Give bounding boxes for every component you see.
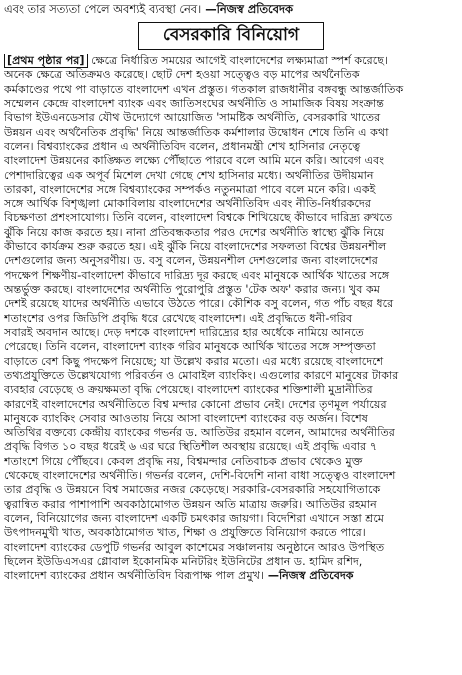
previous-article-text: এবং তার সত্যতা পেলে অবশ্যই ব্যবস্থা নেব। [4, 2, 202, 16]
article-line-10: তারকা, বাংলাদেশের সঙ্গে বিশ্বব্যাংকের সম্পর্কও নতুনমাত্রা পাবে বলে মনে করি। একই [4, 182, 376, 196]
article-line-8: বাংলাদেশ উন্নয়নের কাঙ্ক্ষিত লক্ষ্যে পৌঁছাতে পারবে বলে আমি মনে করি। আবেগ এবং [4, 154, 385, 168]
previous-article-ending [4, 2, 458, 16]
article-line-23: তথ্যপ্রযুক্তিতে উল্লেখযোগ্য পরিবর্তন ও মোবাইল ব্যাংকিং। এগুলোর কারণে মানুষের টাকার [4, 368, 399, 382]
article-line-1-text: ক্ষেত্রে নির্ধারিত সময়ের আগেই বাংলাদেশের লক্ষ্যমাত্রা স্পর্শ করেছে। [87, 54, 388, 67]
article-line-12: বিচক্ষণতা প্রশংসাযোগ্য। তিনি বলেন, বাংলাদেশ বিশ্বকে শিখিয়েছে কীভাবে দারিদ্র্য রুখতে [4, 211, 393, 225]
article-line-7: বলেন। বিশ্বব্যাংকের প্রধান এ অর্থনীতিবিদ বলেন, প্রধানমন্ত্রী শেখ হাসিনার নেতৃত্বে [4, 139, 361, 153]
article-line-2: অনেক ক্ষেত্রে অতিক্রমও করেছে। ছোট দেশ হওয়া সত্ত্বেও বড় মাপের অর্থনৈতিক [4, 68, 360, 82]
article-line-20: সবারই অবদান আছে। দেড় দশকে বাংলাদেশ দারিদ্র্যের হার অর্ধেকে নামিয়ে আনতে [4, 325, 364, 339]
article-line-19: শতাংশের ওপর জিডিপি প্রবৃদ্ধি ধরে রেখেছে বাংলাদেশ। এই প্রবৃদ্ধিতে ধনী-গরিব [4, 311, 353, 325]
article-line-17: অন্তর্ভুক্ত করছে। বাংলাদেশের অর্থনীতি পুরোপুরি প্রস্তুত 'টেক অফ' করার জন্য। খুব কম [4, 283, 380, 296]
article-line-36: ছিলেন ইউডিএসএর গ্লোবাল ইকোনমিক মনিটরিং ইউনিটের প্রধান ড. হামিদ রশিদ, [4, 554, 363, 568]
article-line-3: কর্মকাণ্ডের পথে পা বাড়াতে বাংলাদেশ এখন প্রস্তুত। গতকাল রাজধানীর বঙ্গবন্ধু আন্তর্জাতিক [4, 82, 404, 96]
article-line-26: মানুষকে ব্যাংকিং সেবার আওতায় নিয়ে আসা বাংলাদেশ ব্যাংকের বড় অর্জন। বিশেষ [4, 411, 368, 425]
article-line-29: শতাংশে গিয়ে পৌঁছবে। কেবল প্রবৃদ্ধি নয়, বিশ্বমন্দার নেতিবাচক প্রভাব থেকেও মুক্ত [4, 454, 363, 468]
article-last-line-text: বাংলাদেশ ব্যাংকের প্রধান অর্থনীতিবিদ বিরূপাক্ষ পাল প্রমুখ। [4, 569, 264, 583]
article-line-15: দেশগুলোর জন্য অনুসরণীয়। ড. বসু বলেন, উন্নয়নশীল দেশগুলোর জন্য বাংলাদেশের [4, 254, 378, 268]
article-body [4, 54, 458, 672]
article-line-11: সঙ্গে আর্থিক বিশৃঙ্খলা মোকাবিলায় বাংলাদেশের অর্থনীতিবিদ এবং নীতি-নির্ধারকদের [4, 197, 371, 211]
article-last-line [4, 569, 458, 583]
article-line-22: বাড়াতে বেশ কিছু পদক্ষেপ নিয়েছে; যা উল্লেখ করার মতো। এর মধ্যে রয়েছে বাংলাদেশে [4, 354, 384, 368]
article-line-1 [4, 54, 458, 68]
article-byline: —নিজস্ব প্রতিবেদক [263, 569, 354, 583]
article-line-18: দেশই রয়েছে যাদের অর্থনীতি এভাবে উঠতে পারে। কৌশিক বসু বলেন, গত পাঁচ বছর ধরে [4, 297, 394, 311]
article-line-34: উৎপাদনমুখী খাত, অবকাঠামোগত খাত, শিক্ষা ও প্রযুক্তিতে বিনিয়োগ করতে পারে। [4, 526, 366, 540]
article-line-14: কীভাবে কার্যক্রম শুরু করতে হয়। এই ঝুঁকি নিয়ে বাংলাদেশের সফলতা বিশ্বের উন্নয়নশীল [4, 240, 387, 254]
article-line-27: অতিথির বক্তব্যে কেন্দ্রীয় ব্যাংকের গভর্নর ড. আতিউর রহমান বলেন, আমাদের অর্থনীতির [4, 426, 395, 440]
article-line-28: প্রবৃদ্ধি বিগত ১০ বছর ধরেই ৬ এর ঘরে স্থিতিশীল অবস্থায় রয়েছে। এই প্রবৃদ্ধি এবার ৭ [4, 440, 378, 454]
article-line-35: বাংলাদেশ ব্যাংকের ডেপুটি গভর্নর আবুল কাশেমের সঞ্চালনায় অনুষ্ঠানে আরও উপস্থিত [4, 540, 385, 554]
article-line-16: পদক্ষেপ শিক্ষণীয়-বাংলাদেশ কীভাবে দারিদ্র্য দূর করছে এবং মানুষকে আর্থিক খাতের সঙ্গে [4, 268, 390, 282]
article-line-5: বিভাগ ইউএনডেসার যৌথ উদ্যোগে আয়োজিত 'সামষ্টিক অর্থনীতি, বেসরকারি খাতের [4, 111, 381, 125]
previous-article-author: —নিজস্ব প্রতিবেদক [201, 2, 293, 16]
continuation-tag: [প্রথম পৃষ্ঠার পর] [4, 54, 88, 68]
article-line-24: ব্যবহার বেড়েছে ও ক্রয়ক্ষমতা বৃদ্ধি পেয়েছে। বাংলাদেশ ব্যাংকের শক্তিশালী মুদ্রানীতির [4, 383, 373, 397]
article-headline: বেসরকারি বিনিয়োগ [162, 25, 300, 45]
article-line-4: সম্মেলন কেন্দ্রে বাংলাদেশ ব্যাংক এবং জাতিসংঘের অর্থনীতি ও সামাজিক বিষয় সংক্রান্ত [4, 96, 384, 110]
article-line-13: ঝুঁকি নিয়ে কাজ করতে হয়। নানা প্রতিবন্ধকতার পরও দেশের অর্থনীতি স্বাস্থ্যে ঝুঁকি নিয়ে [4, 225, 385, 239]
article-line-21: পেরেছে। তিনি বলেন, বাংলাদেশ ব্যাংক গরিব মানুষকে আর্থিক খাতের সঙ্গে সম্পৃক্ততা [4, 340, 376, 354]
article-headline-box [138, 22, 324, 50]
article-line-6: উন্নয়ন এবং অর্থনৈতিক প্রবৃদ্ধি' নিয়ে আন্তর্জাতিক কর্মশালার উদ্বোধন শেষে তিনি এ কথা [4, 125, 389, 139]
article-line-32: ত্বরান্বিত করার পাশাপাশি অবকাঠামোগত উন্নয়ন অতি মাত্রায় জরুরি। আতিউর রহমান [4, 497, 377, 511]
article-line-30: থেকেছে বাংলাদেশের অর্থনীতি। গভর্নর বলেন, দেশি-বিদেশি নানা বাধা সত্ত্বেও বাংলাদেশ [4, 469, 396, 483]
article-line-25: কারণেই বাংলাদেশের অর্থনীতিতে বিশ্ব মন্দার কোনো প্রভাব নেই। দেশের তৃণমূল পর্যায়ের [4, 397, 387, 411]
article-line-9: পেশাদারিত্বের এক অপূর্ব মিশেল দেখা গেছে শেখ হাসিনার মধ্যে। অর্থনীতির উদীয়মান [4, 168, 374, 182]
article-line-33: বলেন, বিনিয়োগের জন্য বাংলাদেশ একটি চমৎকার জায়গা। বিদেশিরা এখানে সস্তা শ্রমে [4, 512, 384, 525]
article-line-31: তার প্রবৃদ্ধি ও উন্নয়নে বিশ্ব সমাজের নজর কেড়েছে। সরকারি-বেসরকারি সহযোগিতাকে [4, 483, 381, 497]
